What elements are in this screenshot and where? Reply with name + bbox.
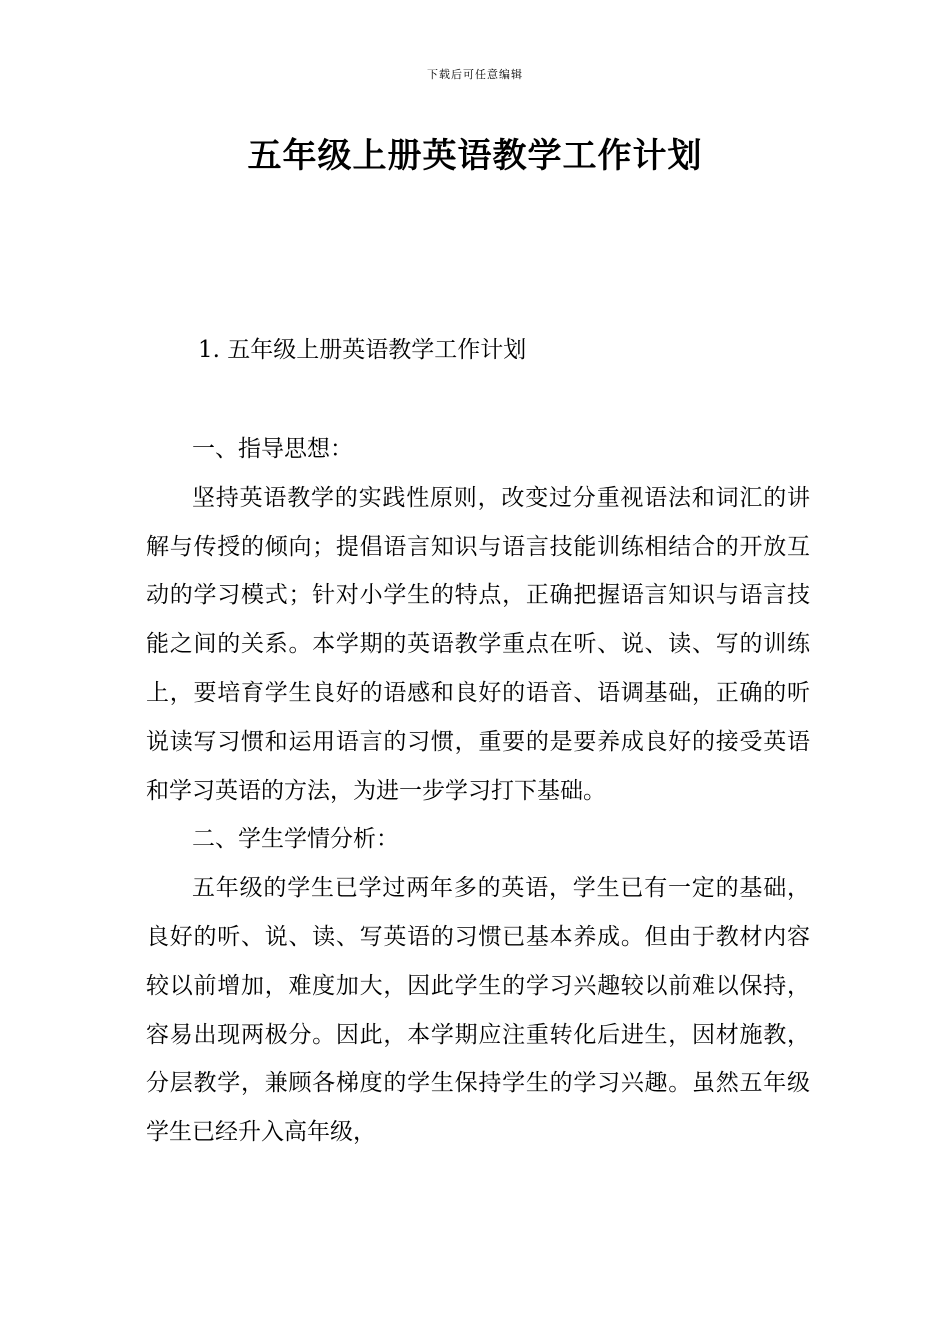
section-title: 1. 五年级上册英语教学工作计划 [198, 337, 527, 363]
section-heading-guiding-ideology: 一、指导思想： [192, 436, 353, 462]
document-title: 五年级上册英语教学工作计划 [247, 136, 703, 176]
paragraph-student-analysis: 五年级的学生已学过两年多的英语，学生已有一定的基础，良好的听、说、读、写英语的习惯已基本养成。但由于教材内容较以前增加，难度加大，因此学生的学习兴趣较以前难以保持，容易出现两极分。因此，本学期应注重转化后进生，因材施教，分层教学，兼顾各梯度的学生保持学生的学习兴趣。虽然五年级学生已经升入高年级， [146, 875, 810, 1146]
section-heading-student-analysis: 二、学生学情分析： [192, 826, 399, 853]
paragraph-guiding-ideology: 坚持英语教学的实践性原则，改变过分重视语法和词汇的讲解与传授的倾向；提倡语言知识与语言技能训练相结合的开放互动的学习模式；针对小学生的特点，正确把握语言知识与语言技能之间的关系。本学期的英语教学重点在听、说、读、写的训练上，要培育学生良好的语感和良好的语音、语调基础，正确的听说读写习惯和运用语言的习惯，重要的是要养成良好的接受英语和学习英语的方法，为进一步学习打下基础。 [146, 484, 810, 804]
header-note: 下载后可任意编辑 [427, 68, 523, 81]
document-body [146, 425, 810, 1157]
